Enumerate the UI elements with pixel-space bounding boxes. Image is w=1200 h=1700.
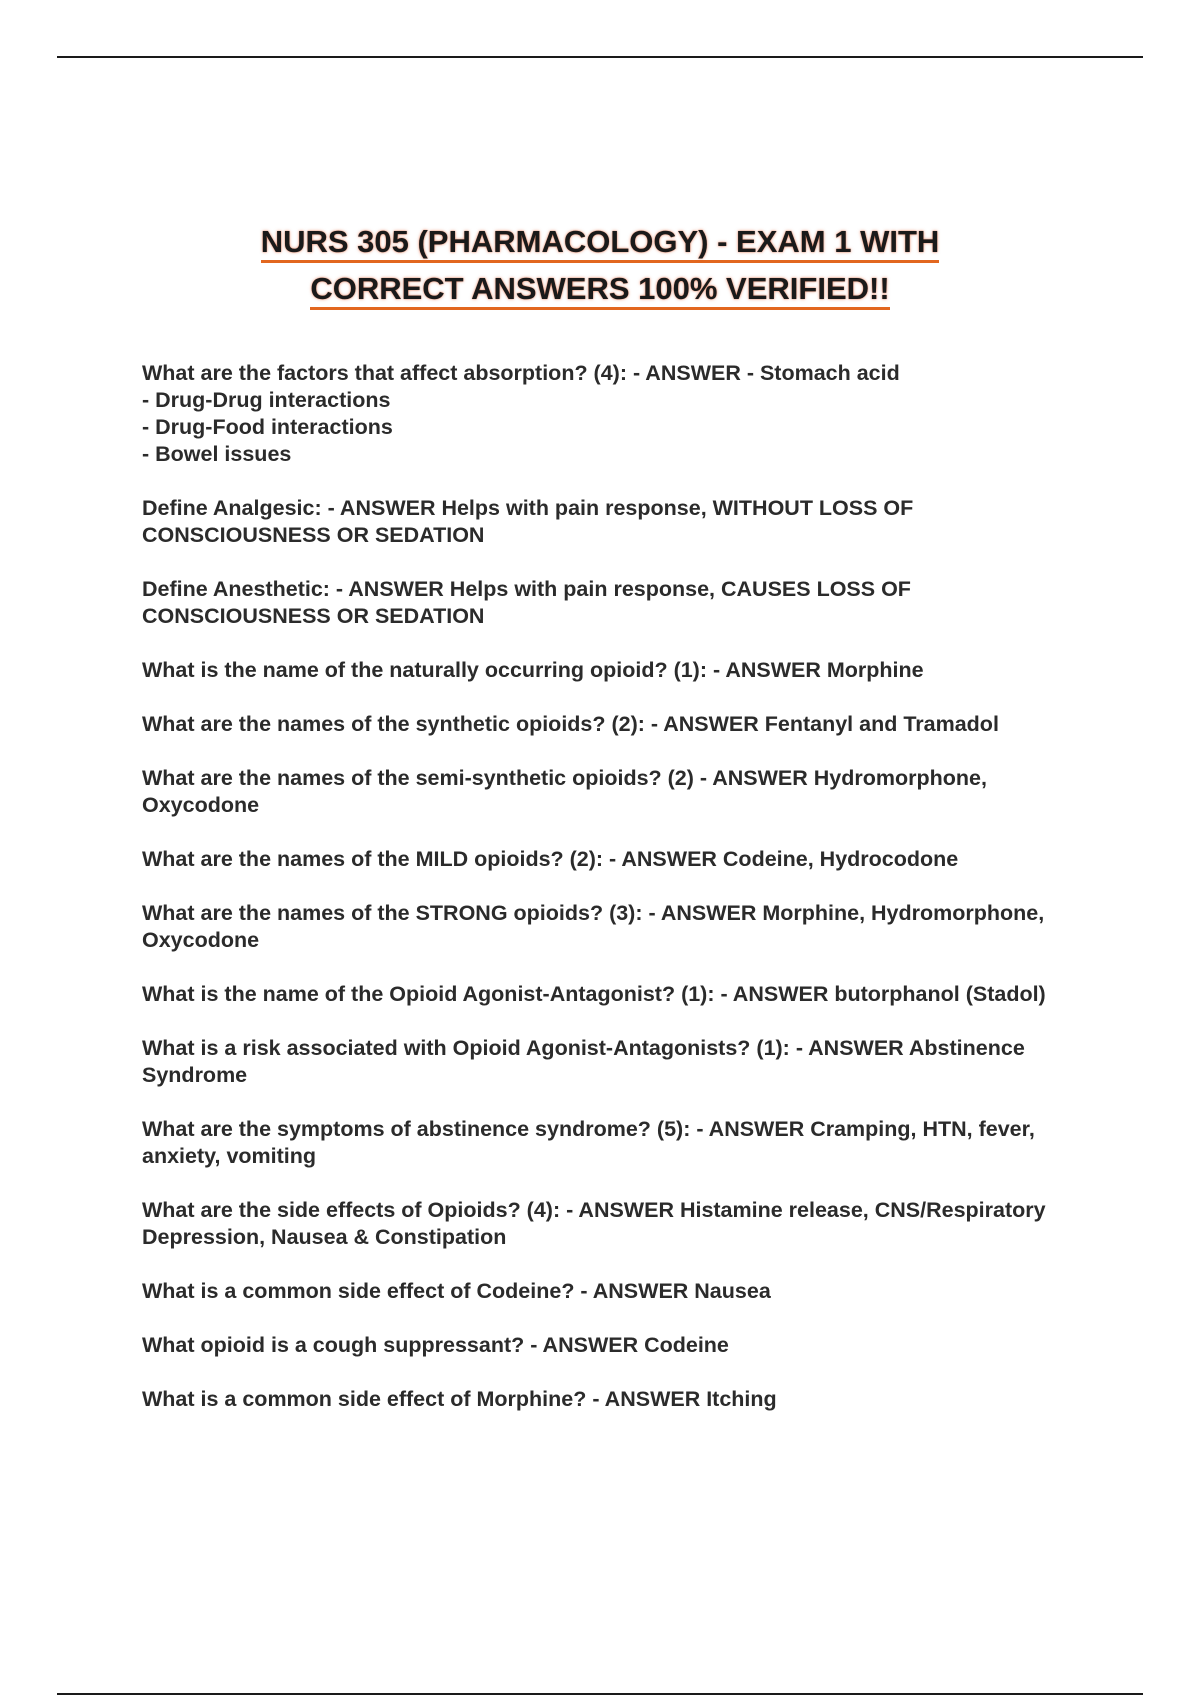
qa-item: What are the side effects of Opioids? (4): - ANSWER Histamine release, CNS/Respiratory Depression, Nausea & Constipation	[142, 1198, 1046, 1249]
title-line-1: NURS 305 (PHARMACOLOGY) - EXAM 1 WITH	[261, 224, 940, 263]
qa-list	[142, 360, 1082, 1440]
qa-item: Define Anesthetic: - ANSWER Helps with pain response, CAUSES LOSS OF CONSCIOUSNESS OR SEDATION	[142, 577, 911, 628]
top-divider	[57, 56, 1143, 58]
qa-item: Define Analgesic: - ANSWER Helps with pain response, WITHOUT LOSS OF CONSCIOUSNESS OR SEDATION	[142, 496, 914, 547]
qa-item: What opioid is a cough suppressant? - ANSWER Codeine	[142, 1333, 729, 1357]
qa-item: What is a risk associated with Opioid Agonist-Antagonists? (1): - ANSWER Abstinence Syndrome	[142, 1036, 1025, 1087]
qa-item: What is the name of the naturally occurring opioid? (1): - ANSWER Morphine	[142, 658, 924, 682]
qa-text: What are the factors that affect absorption? (4): - ANSWER - Stomach acid	[142, 361, 900, 385]
answer-bullet: - Drug-Food interactions	[142, 415, 393, 439]
qa-item: What are the names of the STRONG opioids? (3): - ANSWER Morphine, Hydromorphone, Oxycodone	[142, 901, 1045, 952]
bottom-divider	[57, 1693, 1143, 1695]
qa-item: What is the name of the Opioid Agonist-Antagonist? (1): - ANSWER butorphanol (Stadol)	[142, 982, 1046, 1006]
answer-bullet: - Drug-Drug interactions	[142, 388, 391, 412]
qa-item: What are the symptoms of abstinence syndrome? (5): - ANSWER Cramping, HTN, fever, anxiety, vomiting	[142, 1117, 1035, 1168]
qa-item: What are the names of the MILD opioids? (2): - ANSWER Codeine, Hydrocodone	[142, 847, 959, 871]
qa-item: What is a common side effect of Morphine? - ANSWER Itching	[142, 1387, 777, 1411]
qa-item: What is a common side effect of Codeine? - ANSWER Nausea	[142, 1279, 771, 1303]
answer-bullet: - Bowel issues	[142, 442, 292, 466]
title-line-2: CORRECT ANSWERS 100% VERIFIED!!	[310, 271, 889, 310]
qa-item-absorption	[142, 360, 1082, 468]
document-title	[100, 218, 1100, 312]
qa-item: What are the names of the synthetic opioids? (2): - ANSWER Fentanyl and Tramadol	[142, 712, 999, 736]
qa-item: What are the names of the semi-synthetic opioids? (2) - ANSWER Hydromorphone, Oxycodone	[142, 766, 987, 817]
